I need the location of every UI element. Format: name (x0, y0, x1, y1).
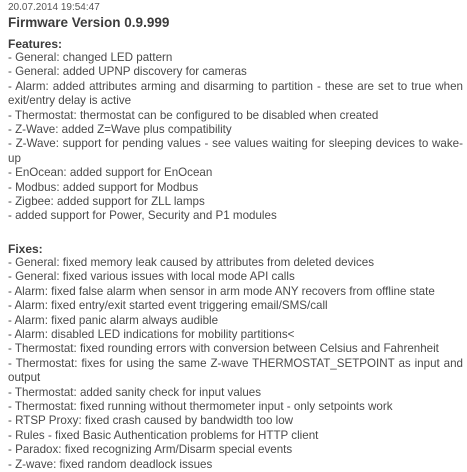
feature-item: - EnOcean: added support for EnOcean (8, 166, 213, 180)
feature-item: - Zigbee: added support for ZLL lamps (8, 195, 205, 209)
section-spacer (8, 224, 463, 242)
firmware-version-title: Firmware Version 0.9.999 (8, 15, 170, 30)
fix-item: - Alarm: fixed entry/exit started event triggering email/SMS/call (8, 299, 328, 313)
fix-item: - RTSP Proxy: fixed crash caused by bandwidth too low (8, 414, 294, 428)
features-list (8, 51, 463, 224)
fixes-heading: Fixes: (8, 241, 43, 256)
fix-item: - Thermostat: fixes for using the same Z-wave THERMOSTAT_SETPOINT as input and output (8, 356, 463, 385)
feature-item: - General: changed LED pattern (8, 51, 173, 64)
release-notes (8, 2, 463, 472)
fix-item: - Alarm: disabled LED indications for mobility partitions< (8, 327, 295, 341)
fix-item: - Alarm: fixed panic alarm always audible (8, 313, 219, 327)
fix-item: - General: fixed various issues with local mode API calls (8, 270, 295, 284)
fix-item: - Alarm: fixed false alarm when sensor in arm mode ANY recovers from offline state (8, 284, 435, 298)
release-timestamp: 20.07.2014 19:54:47 (8, 2, 100, 13)
feature-item: - General: added UPNP discovery for cameras (8, 65, 247, 79)
fix-item: - Thermostat: fixed running without thermometer input - only setpoints work (8, 399, 393, 413)
feature-item: - Thermostat: thermostat can be configured to be disabled when created (8, 108, 379, 122)
feature-item: - Z-Wave: added Z=Wave plus compatibility (8, 123, 232, 137)
feature-item: - Z-Wave: support for pending values - see values waiting for sleeping devices to wake-up (8, 137, 463, 165)
feature-item: - Alarm: added attributes arming and disarming to partition - these are set to true when exit/entry delay is active (8, 79, 463, 108)
fix-item: - General: fixed memory leak caused by attributes from deleted devices (8, 255, 375, 269)
feature-item: - Modbus: added support for Modbus (8, 180, 199, 194)
feature-item: - added support for Power, Security and P1 modules (8, 209, 277, 223)
features-heading: Features: (8, 37, 63, 51)
fix-item: - Paradox: fixed recognizing Arm/Disarm special events (8, 443, 293, 457)
fix-item: - Thermostat: fixed rounding errors with conversion between Celsius and Fahrenheit (8, 342, 439, 356)
fix-item: - Z-wave: fixed random deadlock issues (8, 457, 213, 471)
fix-item: - Thermostat: added sanity check for input values (8, 385, 262, 399)
fixes-list (8, 256, 463, 472)
fix-item: - Rules - fixed Basic Authentication problems for HTTP client (8, 428, 319, 442)
